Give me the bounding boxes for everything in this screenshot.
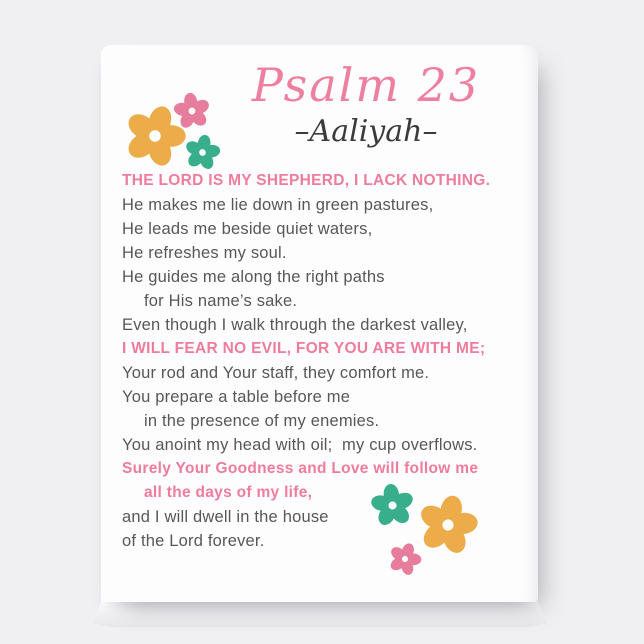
- psalm-print: [101, 45, 538, 602]
- verse-line: He leads me beside quiet waters,: [122, 220, 373, 238]
- verse-line: You prepare a table before me: [122, 388, 351, 406]
- teal-flower-icon: [368, 481, 417, 530]
- verse-line: for His name’s sake.: [144, 292, 298, 310]
- verse-line: He refreshes my soul.: [122, 244, 287, 262]
- psalm-title: Psalm 23: [251, 58, 481, 112]
- psalm-verse-block: [122, 169, 524, 553]
- verse-line: He guides me along the right paths: [122, 268, 385, 286]
- print-header: [201, 59, 531, 150]
- verse-line: I WILL FEAR NO EVIL, FOR YOU ARE WITH ME;: [122, 340, 486, 357]
- verse-line: of the Lord forever.: [122, 532, 265, 550]
- verse-line: THE LORD IS MY SHEPHERD, I LACK NOTHING.: [122, 172, 491, 189]
- verse-line: You anoint my head with oil; my cup overflows.: [122, 436, 478, 454]
- verse-line: in the presence of my enemies.: [144, 412, 380, 430]
- personalized-name: –Aaliyah–: [294, 113, 438, 149]
- verse-line: and I will dwell in the house: [122, 508, 329, 526]
- verse-line: Your rod and Your staff, they comfort me.: [122, 364, 430, 382]
- print-bottom-bevel: [93, 600, 546, 627]
- verse-line: Even though I walk through the darkest valley,: [122, 316, 468, 334]
- verse-line: He makes me lie down in green pastures,: [122, 196, 434, 214]
- verse-line: all the days of my life,: [144, 484, 313, 501]
- verse-line: Surely Your Goodness and Love will follow me: [122, 460, 479, 477]
